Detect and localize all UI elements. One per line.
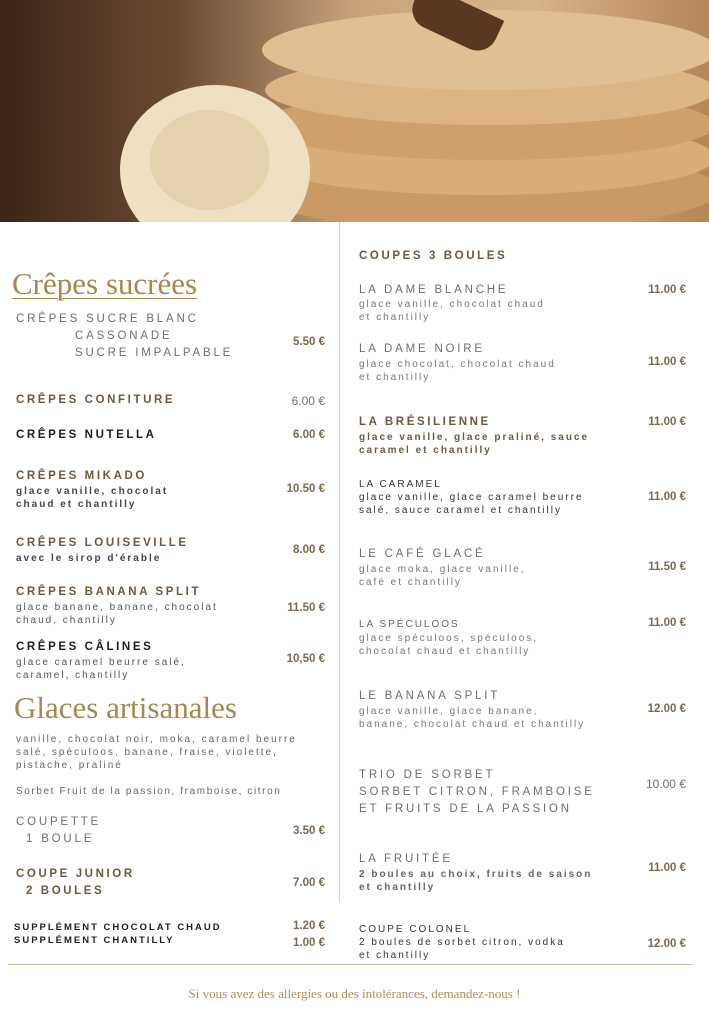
calines-desc-1: glace caramel beurre salé, (16, 657, 186, 668)
nutella-price: 6.00 € (293, 429, 325, 441)
glaces-desc-2: salé, spéculoos, banane, fraise, violette, (16, 747, 278, 758)
louiseville-name: CRÊPES LOUISEVILLE (16, 537, 189, 549)
glaces-title: Glaces artisanales (14, 690, 237, 725)
cafe-name: LE CAFÉ GLACÉ (359, 548, 486, 560)
banana-split-desc-2: chaud, chantilly (16, 615, 117, 626)
louiseville-desc: avec le sirop d'érable (16, 553, 162, 564)
calines-name: CRÊPES CÂLINES (16, 641, 154, 653)
glaces-desc-3: pistache, praliné (16, 760, 123, 771)
cafe-price: 11.50 € (648, 561, 686, 573)
dame-blanche-name: LA DAME BLANCHE (359, 284, 509, 296)
bresilienne-name: LA BRÉSILIENNE (359, 416, 491, 428)
sucre-line-2: CASSONADE (75, 330, 173, 342)
bresilienne-desc-1: glace vanille, glace praliné, sauce (359, 432, 590, 443)
banana-split-price: 11.50 € (287, 602, 325, 614)
mikado-name: CRÊPES MIKADO (16, 470, 147, 482)
trio-line-2: SORBET CITRON, FRAMBOISE (359, 786, 595, 798)
caramel-desc-2: salé, sauce caramel et chantilly (359, 505, 562, 516)
caramel-desc-1: glace vanille, glace caramel beurre (359, 492, 584, 503)
bresilienne-desc-2: caramel et chantilly (359, 445, 492, 456)
fruitee-desc-2: et chantilly (359, 882, 436, 893)
dame-noire-name: LA DAME NOIRE (359, 343, 485, 355)
speculoos-name: LA SPÉCULOOS (359, 619, 460, 630)
banana-desc-2: banane, chocolat chaud et chantilly (359, 719, 586, 730)
confiture-price: 6.00 € (291, 394, 325, 408)
louiseville-price: 8.00 € (293, 544, 325, 556)
coupes-section-title: COUPES 3 BOULES (359, 250, 508, 262)
trio-line-1: TRIO DE SORBET (359, 769, 496, 781)
calines-desc-2: caramel, chantilly (16, 670, 130, 681)
caramel-name: LA CARAMEL (359, 479, 442, 490)
supp-chocolat-price: 1.20 € (293, 920, 325, 932)
coupette-line-1: COUPETTE (16, 816, 102, 828)
mikado-price: 10.50 € (286, 483, 325, 495)
banana-name: LE BANANA SPLIT (359, 690, 501, 702)
speculoos-desc-2: chocolat chaud et chantilly (359, 646, 531, 657)
nutella-name: CRÊPES NUTELLA (16, 429, 157, 441)
mikado-desc-2: chaud et chantilly (16, 499, 137, 510)
dame-noire-desc-1: glace chocolat, chocolat chaud (359, 359, 556, 370)
banana-desc-1: glace vanille, glace banane, (359, 706, 539, 717)
banana-price: 12.00 € (647, 703, 686, 715)
colonel-name: COUPE COLONEL (359, 924, 472, 935)
colonel-desc-2: et chantilly (359, 950, 431, 961)
hero-photo (0, 0, 709, 222)
cafe-desc-1: glace moka, glace vanille, (359, 564, 526, 575)
fruitee-name: LA FRUITÉE (359, 853, 453, 865)
calines-price: 10,50 € (286, 653, 325, 665)
column-divider (339, 222, 340, 902)
coupette-line-2: 1 BOULE (26, 833, 95, 845)
supp-chocolat-name: SUPPLÉMENT CHOCOLAT CHAUD (14, 922, 222, 933)
dame-noire-desc-2: et chantilly (359, 372, 431, 383)
junior-line-1: COUPE JUNIOR (16, 868, 135, 880)
speculoos-price: 11.00 € (648, 617, 686, 629)
confiture-name: CRÊPES CONFITURE (16, 394, 176, 406)
junior-price: 7.00 € (293, 877, 325, 889)
supp-chantilly-name: SUPPLÉMENT CHANTILLY (14, 935, 175, 946)
caramel-price: 11.00 € (648, 491, 686, 503)
colonel-price: 12.00 € (647, 938, 686, 950)
crepes-title: Crêpes sucrées (12, 266, 198, 301)
colonel-desc-1: 2 boules de sorbet citron, vodka (359, 937, 565, 948)
mikado-desc-1: glace vanille, chocolat (16, 486, 169, 497)
fruitee-price: 11.00 € (648, 862, 686, 874)
speculoos-desc-1: glace spéculoos, spéculoos, (359, 633, 539, 644)
coupette-price: 3.50 € (293, 825, 325, 837)
dame-blanche-desc-1: glace vanille, chocolat chaud (359, 299, 545, 310)
sucre-price: 5.50 € (293, 336, 325, 348)
dame-blanche-price: 11.00 € (648, 284, 686, 296)
supp-chantilly-price: 1.00 € (293, 937, 325, 949)
allergy-notice: Si vous avez des allergies ou des intolérances, demandez-nous ! (188, 986, 521, 1001)
sucre-line-3: SUCRE IMPALPABLE (75, 347, 234, 359)
trio-price: 10.00 € (645, 777, 686, 791)
dame-noire-price: 11.00 € (648, 356, 686, 368)
fruitee-desc-1: 2 boules au choix, fruits de saison (359, 869, 593, 880)
cafe-desc-2: café et chantilly (359, 577, 462, 588)
banana-split-name: CRÊPES BANANA SPLIT (16, 586, 202, 598)
junior-line-2: 2 BOULES (26, 885, 105, 897)
trio-line-3: ET FRUITS DE LA PASSION (359, 803, 572, 815)
bresilienne-price: 11.00 € (648, 416, 686, 428)
footer-divider (8, 964, 692, 965)
dame-blanche-desc-2: et chantilly (359, 312, 431, 323)
banana-split-desc-1: glace banane, banane, chocolat (16, 602, 218, 613)
glaces-desc-1: vanille, chocolat noir, moka, caramel beurre (16, 734, 297, 745)
sorbet-flavors: Sorbet Fruit de la passion, framboise, citron (16, 786, 282, 797)
sucre-line-1: CRÊPES SUCRE BLANC (16, 313, 199, 325)
